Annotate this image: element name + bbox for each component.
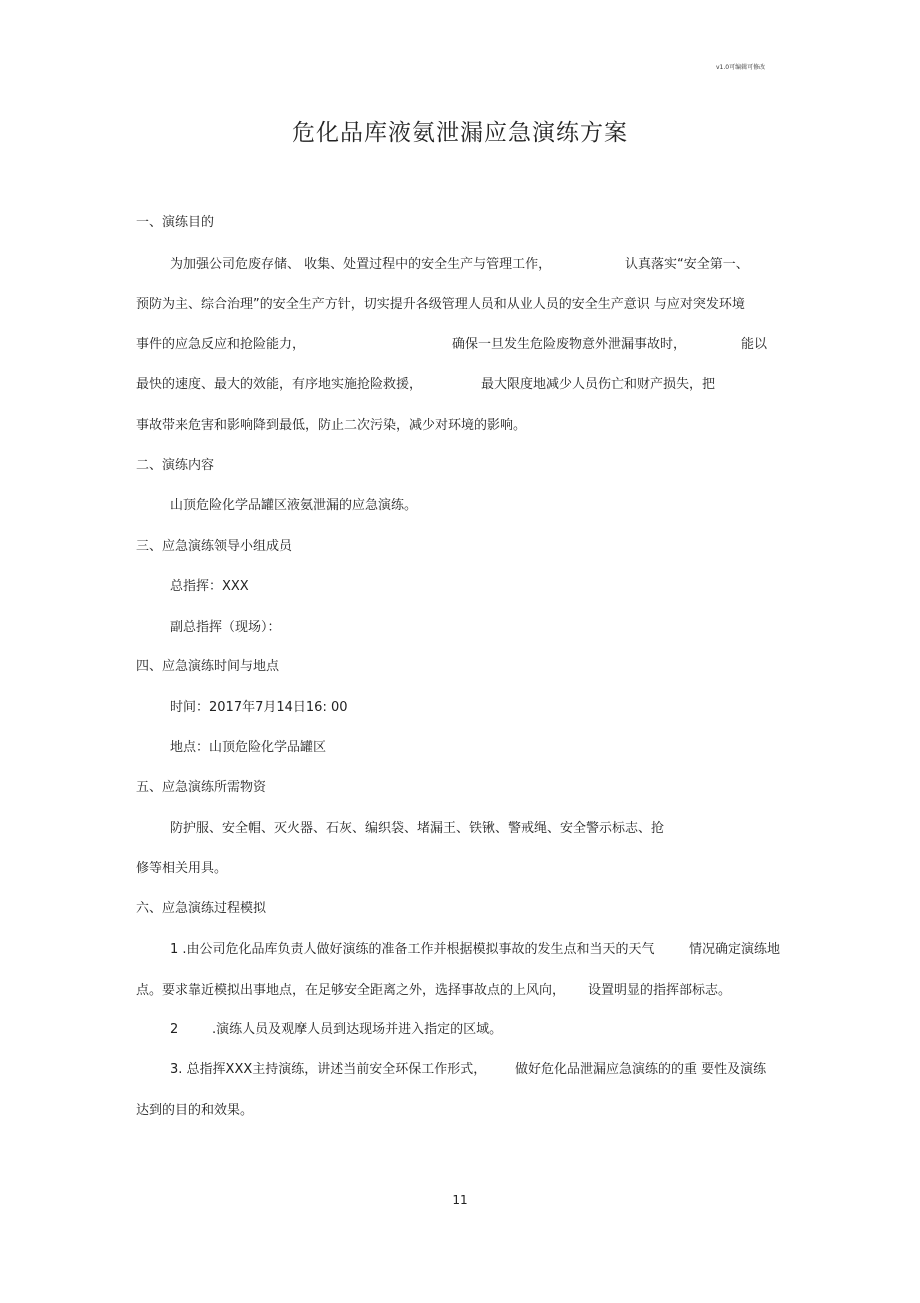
section-heading-materials: 五、应急演练所需物资 xyxy=(136,780,267,795)
page-number: 11 xyxy=(452,1193,468,1207)
paragraph-line: 最大限度地减少人员伤亡和财产损失，把 xyxy=(481,377,716,392)
section-heading-purpose: 一、演练目的 xyxy=(136,215,215,230)
section-heading-content: 二、演练内容 xyxy=(136,458,215,473)
deputy-commander-line: 副总指挥（现场）： xyxy=(170,620,281,635)
process-item-3: 3. 总指挥XXX主持演练，讲述当前安全环保工作形式， xyxy=(170,1062,487,1077)
process-item-2-number: 2 xyxy=(170,1022,179,1037)
paragraph-line: 最快的速度、最大的效能，有序地实施抢险救援， xyxy=(136,377,423,392)
materials-line: 修等相关用具。 xyxy=(136,861,228,876)
paragraph-line: 事件的应急反应和抢险能力， xyxy=(136,337,306,352)
paragraph-line: 能以 xyxy=(741,337,768,352)
section-heading-leadership: 三、应急演练领导小组成员 xyxy=(136,539,293,554)
header-note: v1.0可编辑可修改 xyxy=(716,64,766,71)
process-item-3: 达到的目的和效果。 xyxy=(136,1103,254,1118)
process-item-3: 做好危化品泄漏应急演练的的重 要性及演练 xyxy=(515,1062,767,1077)
process-item-1: 设置明显的指挥部标志。 xyxy=(588,983,732,998)
process-item-1: 点。要求靠近模拟出事地点，在足够安全距离之外，选择事故点的上风向， xyxy=(136,983,566,998)
paragraph-line: 确保一旦发生危险废物意外泄漏事故时， xyxy=(452,337,687,352)
paragraph-line: 事故带来危害和影响降到最低，防止二次污染，减少对环境的影响。 xyxy=(136,418,527,433)
process-item-2: .演练人员及观摩人员到达现场并进入指定的区域。 xyxy=(212,1022,503,1037)
paragraph-line: 为加强公司危废存储、 收集、处置过程中的安全生产与管理工作， xyxy=(170,257,552,272)
process-item-1: 情况确定演练地 xyxy=(689,942,781,957)
drill-place: 地点：山顶危险化学品罐区 xyxy=(170,740,327,755)
document-title: 危化品库液氨泄漏应急演练方案 xyxy=(292,120,628,146)
section-heading-process: 六、应急演练过程模拟 xyxy=(136,901,267,916)
process-item-1: 1 .由公司危化品库负责人做好演练的准备工作并根据模拟事故的发生点和当天的天气 xyxy=(170,942,655,957)
section-heading-time-place: 四、应急演练时间与地点 xyxy=(136,659,280,674)
paragraph-line: 山顶危险化学品罐区液氨泄漏的应急演练。 xyxy=(170,498,418,513)
drill-time: 时间：2017年7月14日16: 00 xyxy=(170,700,348,715)
paragraph-line: 认真落实“安全第一、 xyxy=(625,257,749,272)
commander-line: 总指挥：XXX xyxy=(170,579,249,594)
paragraph-line: 预防为主、综合治理”的安全生产方针，切实提升各级管理人员和从业人员的安全生产意识 与应对突发环境 xyxy=(136,297,745,312)
materials-line: 防护服、安全帽、灭火器、石灰、编织袋、堵漏王、铁锹、警戒绳、安全警示标志、抢 xyxy=(170,821,665,836)
